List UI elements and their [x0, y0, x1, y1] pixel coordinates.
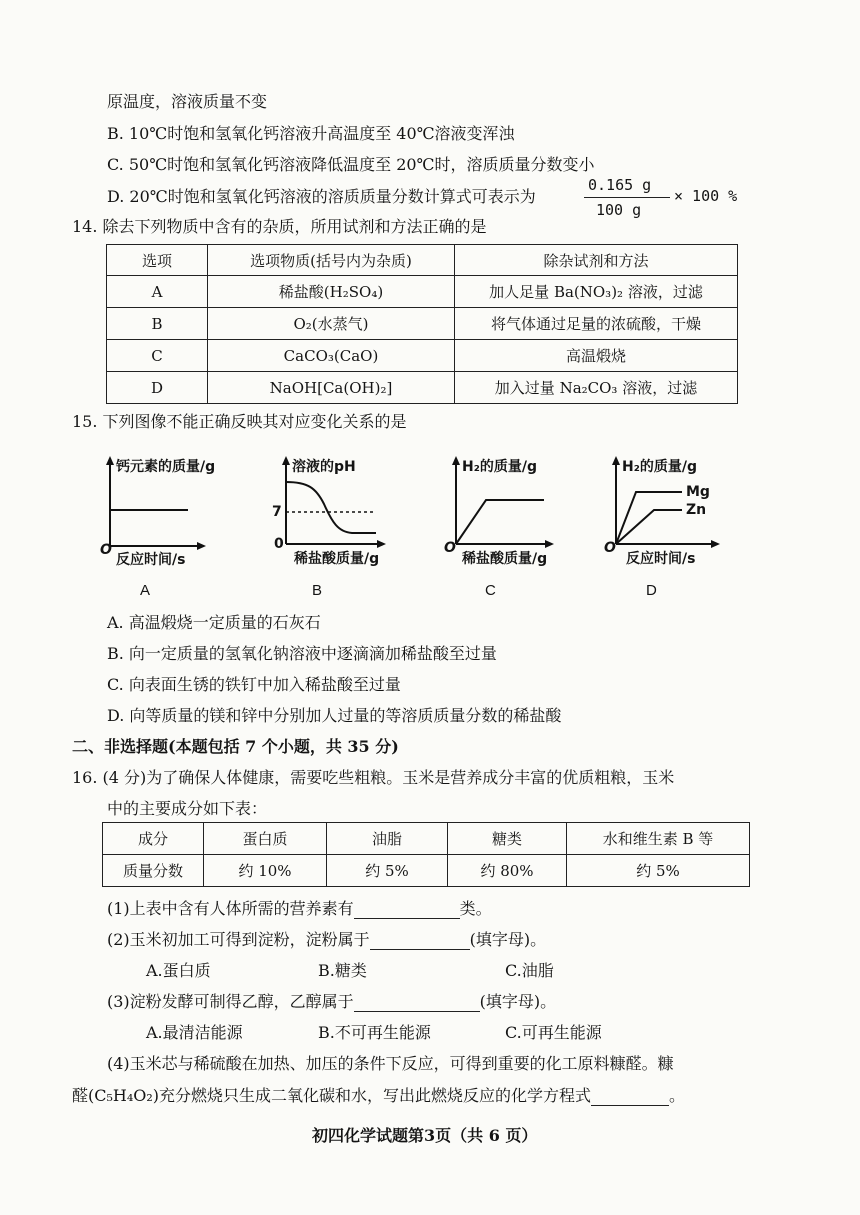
- q16-part3-opt-a: A.最清洁能源: [146, 1023, 243, 1042]
- x-axis-arrow: [711, 540, 720, 548]
- graph-c: [444, 456, 574, 576]
- table-header-cell: 除杂试剂和方法: [455, 245, 738, 276]
- graph-b-caption: B: [312, 582, 323, 599]
- q15-option-c: C. 向表面生锈的铁钉中加入稀盐酸至过量: [107, 675, 401, 694]
- table-row: [107, 308, 738, 340]
- graph-b-origin: 0: [274, 536, 284, 552]
- q16-part3-text: (3)淀粉发酵可制得乙醇，乙醇属于: [107, 992, 354, 1011]
- graph-d-origin: O: [604, 540, 616, 556]
- graph-d-zn-label: Zn: [686, 502, 707, 518]
- q13-fraction-bar: [584, 197, 670, 198]
- q16-stem-line1: 16. (4 分)为了确保人体健康，需要吃些粗粮。玉米是营养成分丰富的优质粗粮，玉米: [72, 768, 675, 787]
- q16-part3-opt-b: B.不可再生能源: [318, 1023, 431, 1042]
- q13-option-a-tail: 原温度，溶液质量不变: [107, 92, 268, 111]
- q13-fraction-tail: × 100 %: [674, 187, 738, 205]
- graph-a-xlabel: 反应时间/s: [116, 552, 186, 568]
- graph-d-ylabel: H₂的质量/g: [622, 459, 697, 475]
- q16-part3-opt-c: C.可再生能源: [505, 1023, 602, 1042]
- table-cell: A: [107, 276, 208, 308]
- x-axis-arrow: [545, 540, 554, 548]
- graph-b-xlabel: 稀盐酸质量/g: [294, 551, 380, 567]
- q16-part2-opt-a: A.蛋白质: [146, 961, 211, 980]
- q16-part2-tail: (填字母)。: [469, 930, 547, 949]
- graph-d-caption: D: [646, 582, 657, 599]
- table-cell: 约 5%: [567, 855, 750, 887]
- table-row: [107, 340, 738, 372]
- q16-part3-tail: (填字母)。: [479, 992, 557, 1011]
- q15-stem: 15. 下列图像不能正确反映其对应变化关系的是: [72, 412, 407, 431]
- q15-option-a: A. 高温煅烧一定质量的石灰石: [107, 613, 321, 632]
- q16-part1: [107, 899, 492, 919]
- curve-line: [456, 500, 544, 544]
- q16-part4-tail: 。: [669, 1086, 686, 1105]
- table-cell: C: [107, 340, 208, 372]
- x-axis-arrow: [377, 540, 386, 548]
- table-header-cell: 油脂: [327, 823, 448, 855]
- q13-option-b: B. 10℃时饱和氢氧化钙溶液升高温度至 40℃溶液变浑浊: [107, 124, 515, 143]
- q16-part2-opt-b: B.糖类: [318, 961, 367, 980]
- graph-c-caption: C: [485, 582, 496, 599]
- graph-a: [100, 456, 260, 576]
- q16-stem-line2: 中的主要成分如下表：: [107, 799, 268, 818]
- table-header-cell: 水和维生素 B 等: [567, 823, 750, 855]
- table-cell: 约 80%: [448, 855, 567, 887]
- q15-option-b: B. 向一定质量的氢氧化钠溶液中逐滴滴加稀盐酸至过量: [107, 644, 497, 663]
- table-header-cell: 成分: [103, 823, 204, 855]
- q16-part2-opt-c: C.油脂: [505, 961, 554, 980]
- page-footer: 初四化学试题第3页（共 6 页）: [312, 1126, 538, 1145]
- q16-part2: [107, 930, 546, 950]
- table-cell: 约 5%: [327, 855, 448, 887]
- graph-c-ylabel: H₂的质量/g: [462, 459, 537, 475]
- q16-part1-text: (1)上表中含有人体所需的营养素有: [107, 899, 354, 918]
- graph-c-origin: O: [444, 540, 456, 556]
- table-cell: 约 10%: [204, 855, 327, 887]
- graph-a-ylabel: 钙元素的质量/g: [116, 459, 216, 475]
- table-row: [107, 372, 738, 404]
- q15-option-d: D. 向等质量的镁和锌中分别加人过量的等溶质质量分数的稀盐酸: [107, 706, 562, 725]
- table-cell: NaOH[Ca(OH)₂]: [208, 372, 455, 404]
- y-axis-arrow: [452, 456, 460, 465]
- q16-part4-text: 醛(C₅H₄O₂)充分燃烧只生成二氧化碳和水，写出此燃烧反应的化学方程式: [72, 1086, 592, 1105]
- zn-curve: [616, 510, 682, 544]
- y-axis-arrow: [612, 456, 620, 465]
- y-axis-arrow: [282, 456, 290, 465]
- q16-part4-line2: [72, 1086, 685, 1106]
- q13-fraction-numerator: 0.165 g: [588, 176, 652, 194]
- table-header-cell: 糖类: [448, 823, 567, 855]
- table-cell: 质量分数: [103, 855, 204, 887]
- table-header-cell: 蛋白质: [204, 823, 327, 855]
- x-axis-arrow: [197, 542, 206, 550]
- q16-part1-tail: 类。: [459, 899, 492, 918]
- answer-blank[interactable]: [354, 900, 460, 919]
- q16-table: [102, 822, 750, 887]
- table-cell: 将气体通过足量的浓硫酸，干燥: [455, 308, 738, 340]
- graph-a-caption: A: [140, 582, 151, 599]
- q16-part3: [107, 992, 556, 1012]
- answer-blank[interactable]: [591, 1087, 669, 1106]
- table-cell: 加人足量 Ba(NO₃)₂ 溶液，过滤: [455, 276, 738, 308]
- table-cell: D: [107, 372, 208, 404]
- graph-d: [604, 456, 744, 576]
- q16-part4-line1: (4)玉米芯与稀硫酸在加热、加压的条件下反应，可得到重要的化工原料糠醛。糠: [107, 1054, 674, 1073]
- table-header-row: [107, 245, 738, 276]
- table-cell: 稀盐酸(H₂SO₄): [208, 276, 455, 308]
- answer-blank[interactable]: [370, 931, 470, 950]
- q13-fraction-denominator: 100 g: [596, 201, 642, 219]
- table-cell: 加入过量 Na₂CO₃ 溶液，过滤: [455, 372, 738, 404]
- graph-d-xlabel: 反应时间/s: [626, 551, 696, 567]
- q16-part2-text: (2)玉米初加工可得到淀粉，淀粉属于: [107, 930, 370, 949]
- table-header-cell: 选项物质(括号内为杂质): [208, 245, 455, 276]
- q13-option-c: C. 50℃时饱和氢氧化钙溶液降低温度至 20℃时，溶质质量分数变小: [107, 155, 595, 174]
- table-row: [107, 276, 738, 308]
- graph-b-tick-7: 7: [272, 504, 282, 520]
- table-header-row: [103, 823, 750, 855]
- y-axis-arrow: [106, 456, 114, 465]
- table-row: [103, 855, 750, 887]
- graph-b: [272, 456, 412, 576]
- table-cell: O₂(水蒸气): [208, 308, 455, 340]
- q14-stem: 14. 除去下列物质中含有的杂质，所用试剂和方法正确的是: [72, 217, 487, 236]
- curve-line: [286, 482, 376, 533]
- graph-a-origin: O: [100, 542, 112, 558]
- graph-b-ylabel: 溶液的pH: [292, 459, 356, 475]
- section-heading: 二、非选择题(本题包括 7 个小题，共 35 分): [72, 737, 399, 756]
- table-cell: B: [107, 308, 208, 340]
- answer-blank[interactable]: [354, 993, 480, 1012]
- table-header-cell: 选项: [107, 245, 208, 276]
- q14-table: [106, 244, 738, 404]
- table-cell: CaCO₃(CaO): [208, 340, 455, 372]
- graph-d-mg-label: Mg: [686, 484, 710, 500]
- graph-c-xlabel: 稀盐酸质量/g: [462, 551, 548, 567]
- table-cell: 高温煅烧: [455, 340, 738, 372]
- q13-option-d: D. 20℃时饱和氢氧化钙溶液的溶质质量分数计算式可表示为: [107, 187, 536, 206]
